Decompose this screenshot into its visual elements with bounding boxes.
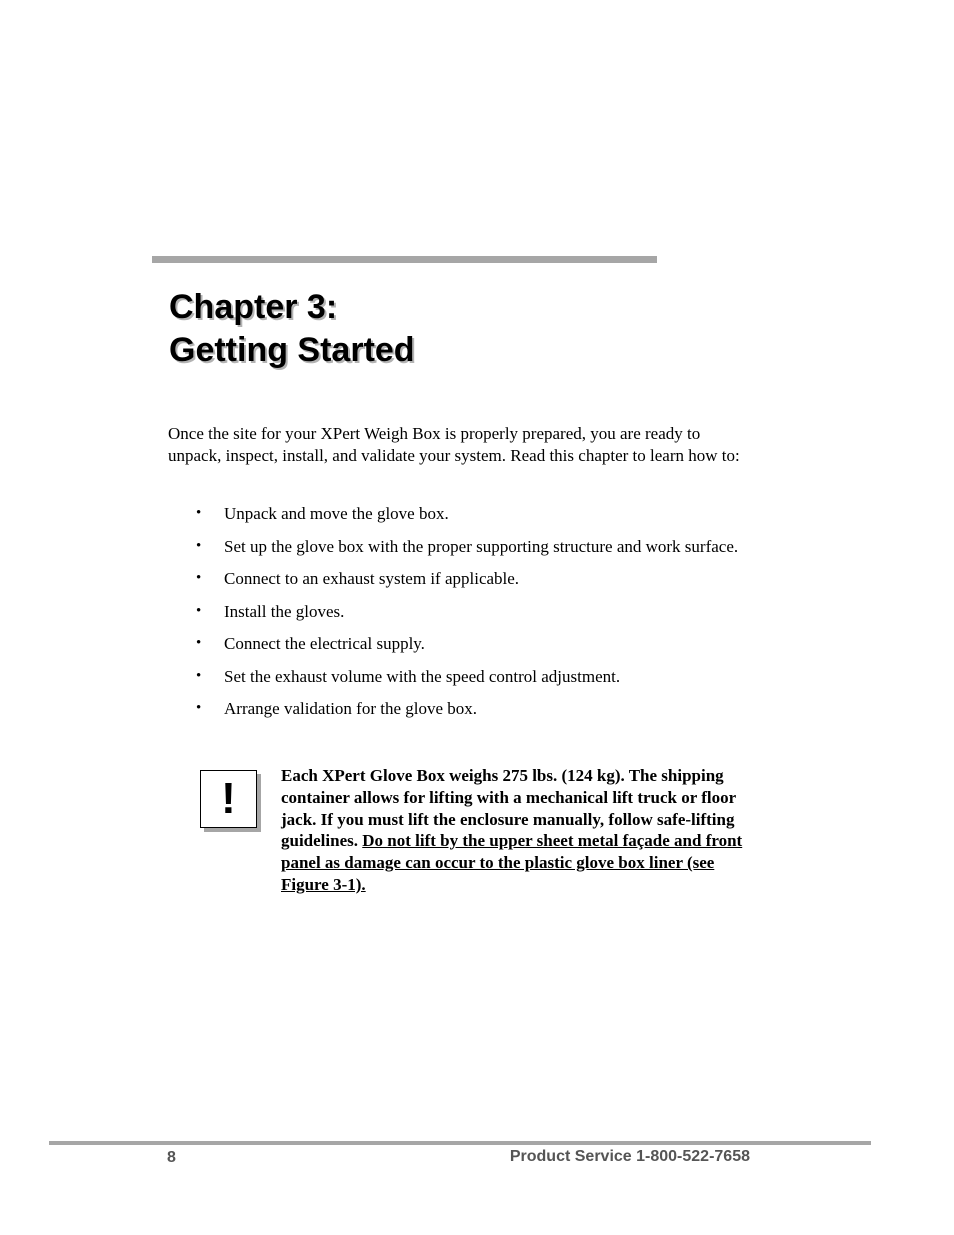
list-item-text: Set up the glove box with the proper supporting structure and work surface.	[224, 536, 739, 556]
list-item	[196, 568, 756, 590]
product-service-text: Product Service 1-800-522-7658	[509, 1148, 750, 1165]
list-item	[196, 601, 756, 623]
intro-paragraph: Once the site for your XPert Weigh Box is properly prepared, you are ready to unpack, inspect, install, and validate your system. Read this chapter to learn how to:	[168, 424, 740, 465]
list-item-text: Arrange validation for the glove box.	[224, 699, 478, 718]
list-item	[196, 633, 756, 655]
header-rule	[152, 256, 657, 263]
page-number: 8	[167, 1149, 176, 1166]
bullet-icon: •	[196, 700, 202, 716]
bullet-icon: •	[196, 537, 202, 554]
chapter-name: Getting Started	[169, 331, 415, 369]
bullet-icon: •	[196, 635, 202, 651]
chapter-number: Chapter 3:	[169, 288, 338, 326]
bullet-icon: •	[196, 667, 202, 684]
warning-note	[281, 765, 751, 896]
exclamation-icon: !	[200, 770, 257, 828]
list-item-text: Connect to an exhaust system if applicable.	[224, 569, 520, 588]
list-item	[196, 698, 756, 720]
list-item-text: Unpack and move the glove box.	[224, 504, 449, 523]
footer-rule	[49, 1141, 871, 1145]
list-item-text: Install the gloves.	[224, 601, 345, 621]
warning-underlined-text: Do not lift by the upper sheet metal façade and front panel as damage can occur to the plastic glove box liner (see Figure 3-1).	[281, 831, 743, 894]
list-item	[196, 536, 756, 558]
chapter-title	[169, 286, 415, 372]
list-item-text: Set the exhaust volume with the speed control adjustment.	[224, 666, 621, 686]
list-item-text: Connect the electrical supply.	[224, 634, 425, 653]
bullet-icon: •	[196, 570, 202, 586]
list-item	[196, 503, 756, 525]
task-list	[196, 503, 756, 720]
warning-text: Each XPert Glove Box weighs 275 lbs. (124 kg). The shipping container allows for lifting with a mechanical lift truck or floor jack. If you must lift the enclosure manually, follow safe-lifting guidelines.	[281, 766, 736, 851]
bullet-icon: •	[196, 602, 202, 619]
list-item	[196, 666, 756, 688]
bullet-icon: •	[196, 505, 202, 521]
